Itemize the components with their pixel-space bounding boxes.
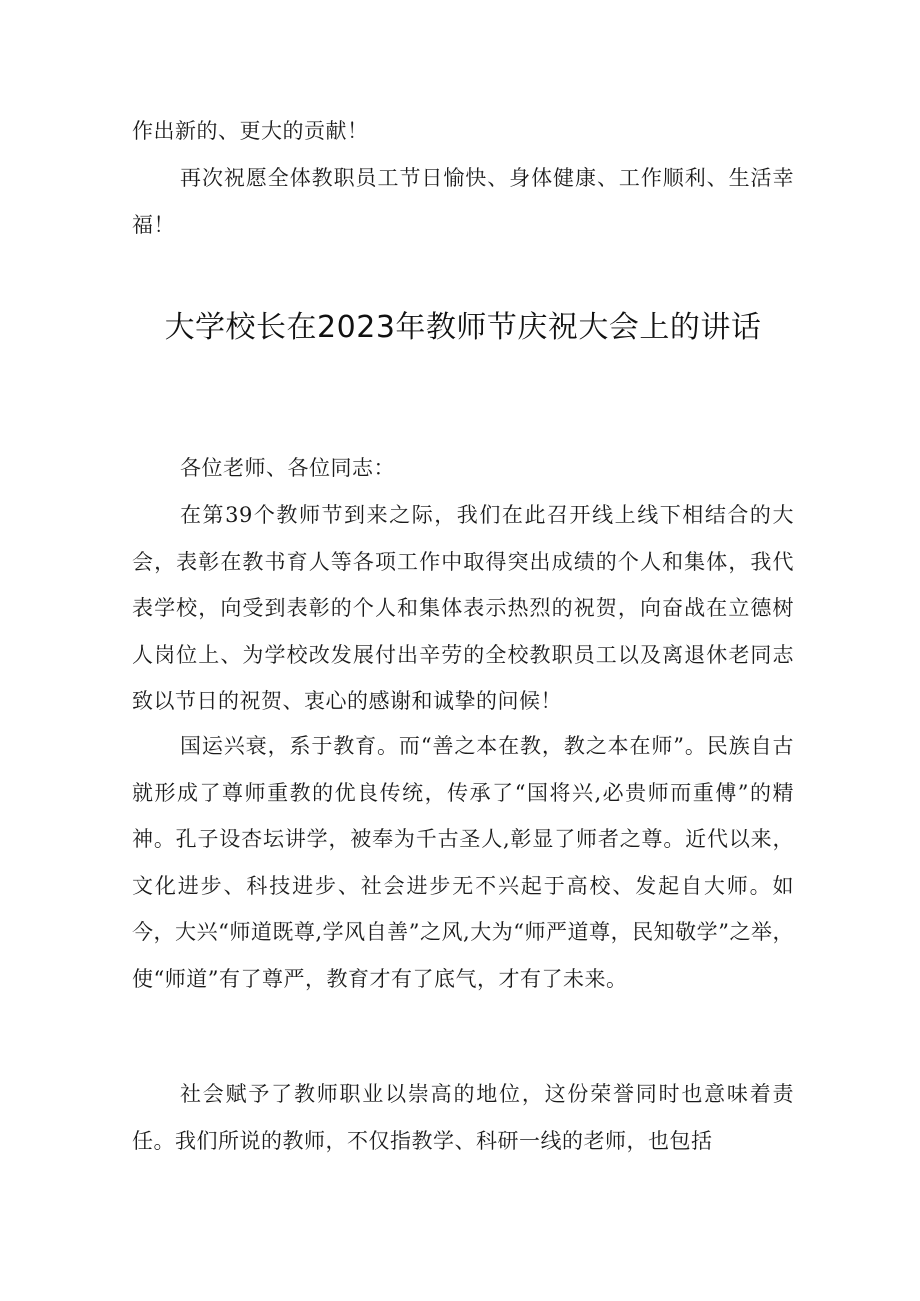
paragraph-3: 社会赋予了教师职业以崇高的地位，这份荣誉同时也意味着责任。我们所说的教师，不仅指教学、科研一线的老师，也包括 [132, 1082, 794, 1153]
previous-section-wish: 再次祝愿全体教职员工节日愉快、身体健康、工作顺利、生活幸福！ [132, 166, 794, 237]
paragraph-1: 在第39个教师节到来之际，我们在此召开线上线下相结合的大会，表彰在教书育人等各项工作中取得突出成绩的个人和集体，我代表学校，向受到表彰的个人和集体表示热烈的祝贺，向奋战在立德树人岗位上、为学校改发展付出辛劳的全校教职员工以及离退休老同志致以节日的祝贺、衷心的感谢和诚挚的问候！ [132, 503, 794, 713]
speech-title: 大学校长在2023年教师节庆祝大会上的讲话 [164, 310, 762, 345]
paragraph-2: 国运兴衰，系于教育。而“善之本在教，教之本在师”。民族自古就形成了尊师重教的优良传统，传承了“国将兴,必贵师而重傅”的精神。孔子设杏坛讲学，被奉为千古圣人,彰显了师者之尊。近代以来，文化进步、科技进步、社会进步无不兴起于高校、发起自大师。如今，大兴“师道既尊,学风自善”之风,大为“师严道尊，民知敬学”之举，使“师道”有了尊严，教育才有了底气，才有了未来。 [132, 734, 794, 991]
previous-section-tail: 作出新的、更大的贡献！ [132, 119, 369, 143]
salutation: 各位老师、各位同志： [180, 456, 395, 480]
